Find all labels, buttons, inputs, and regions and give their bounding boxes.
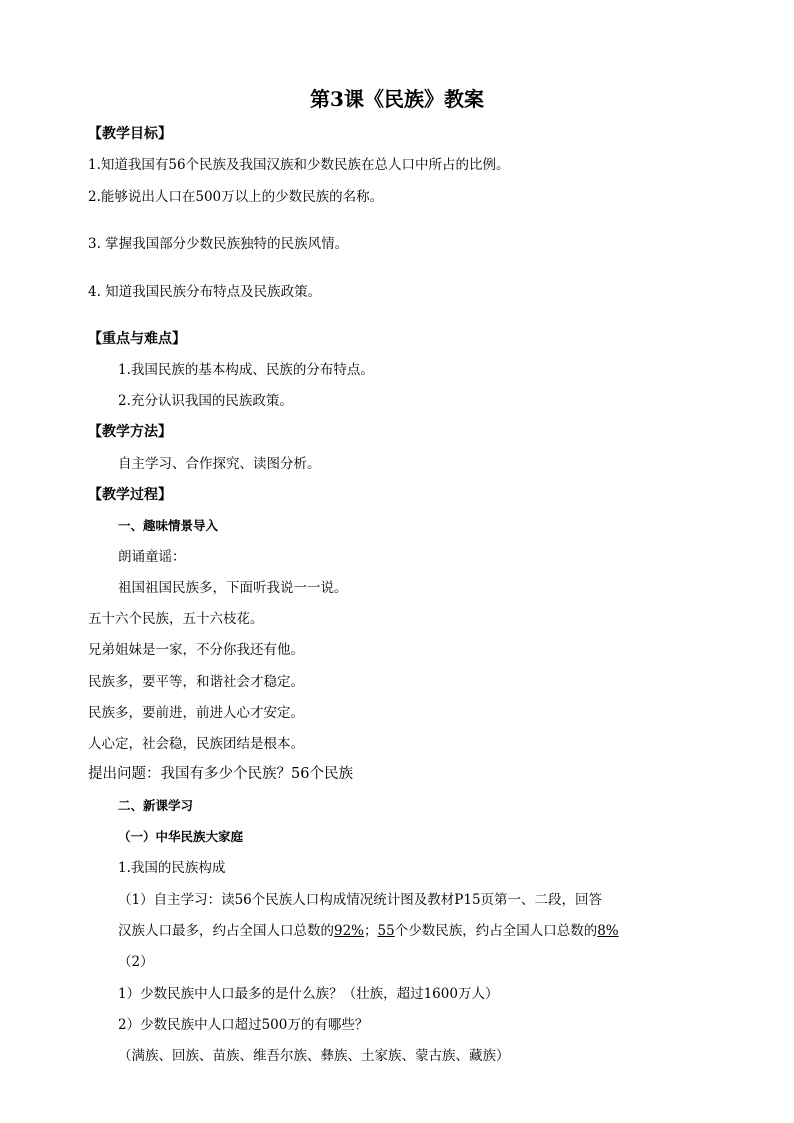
question-1: 1）少数民族中人口最多的是什么族？（壮族，超过1600万人） — [118, 986, 499, 1002]
subsection-1-heading: （一）中华民族大家庭 — [118, 829, 244, 844]
key-point-1: 1.我国民族的基本构成、民族的分布特点。 — [118, 362, 374, 378]
minority-count-value: 55 — [377, 923, 395, 939]
section-2-heading: 二、新课学习 — [118, 798, 194, 813]
answer-2: （满族、回族、苗族、维吾尔族、彝族、土家族、蒙古族、藏族） — [118, 1048, 510, 1064]
ethnic-composition-heading: 1.我国的民族构成 — [118, 860, 226, 876]
self-study-instruction: （1）自主学习：读56个民族人口构成情况统计图及教材P15页第一、二段，回答 — [118, 892, 603, 908]
methods-heading: 【教学方法】 — [88, 424, 172, 440]
goal-item-4: 4. 知道我国民族分布特点及民族政策。 — [88, 284, 322, 300]
poem-line-5: 民族多，要前进，前进人心才安定。 — [88, 705, 304, 721]
goals-heading: 【教学目标】 — [88, 126, 172, 142]
poem-line-1: 祖国祖国民族多，下面听我说一一说。 — [118, 580, 348, 596]
question-line: 提出问题：我国有多少个民族？56个民族 — [88, 766, 353, 782]
page-title: 第3课《民族》教案 — [310, 87, 484, 111]
minority-ratio-value: 8% — [597, 923, 619, 939]
goal-item-2: 2.能够说出人口在500万以上的少数民族的名称。 — [88, 189, 384, 205]
key-point-2: 2.充分认识我国的民族政策。 — [118, 393, 293, 409]
population-ratio-line — [118, 922, 619, 940]
recite-label: 朗诵童谣： — [118, 549, 186, 565]
separator: ； — [364, 923, 378, 939]
key-points-heading: 【重点与难点】 — [88, 331, 186, 347]
section-1-heading: 一、趣味情景导入 — [118, 518, 219, 533]
process-heading: 【教学过程】 — [88, 487, 172, 503]
poem-line-3: 兄弟姐妹是一家，不分你我还有他。 — [88, 642, 304, 658]
poem-line-2: 五十六个民族，五十六枝花。 — [88, 611, 264, 627]
question-2: 2）少数民族中人口超过500万的有哪些？ — [118, 1017, 369, 1033]
poem-line-4: 民族多，要平等，和谐社会才稳定。 — [88, 674, 304, 690]
han-ratio-value: 92% — [334, 923, 365, 939]
minority-ratio-text: 个少数民族，约占全国人口总数的 — [394, 923, 598, 939]
han-ratio-text: 汉族人口最多，约占全国人口总数的 — [118, 923, 334, 939]
goal-item-1: 1.知道我国有56个民族及我国汉族和少数民族在总人口中所占的比例。 — [88, 157, 510, 173]
poem-line-6: 人心定，社会稳，民族团结是根本。 — [88, 736, 304, 752]
methods-text: 自主学习、合作探究、读图分析。 — [118, 456, 321, 472]
item-2-label: （2） — [118, 954, 154, 970]
goal-item-3: 3. 掌握我国部分少数民族独特的民族风情。 — [88, 236, 349, 252]
